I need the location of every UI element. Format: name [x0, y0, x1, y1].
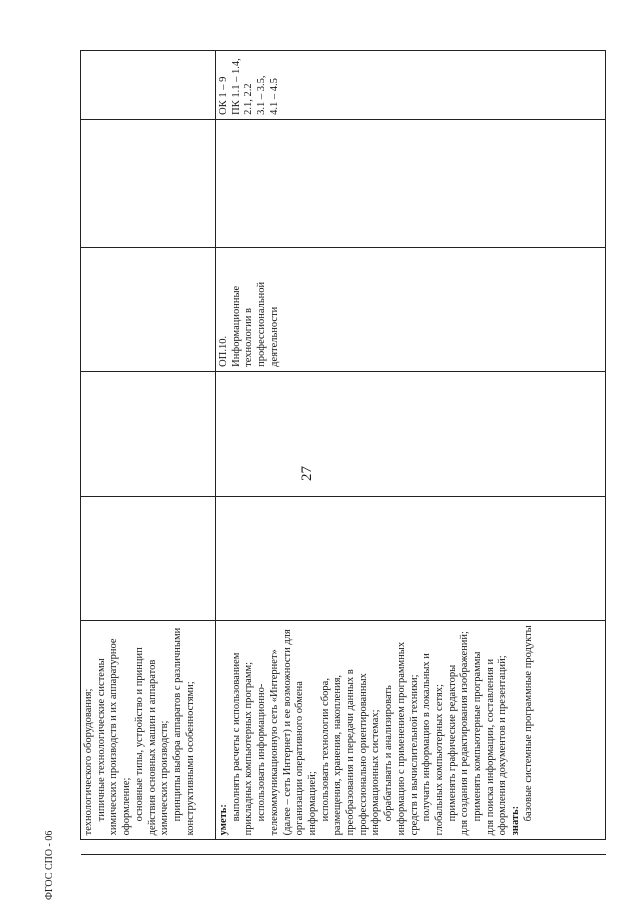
table-cell-gap — [81, 840, 216, 855]
skills-line: информацию с применением программных — [395, 641, 407, 836]
skills-cell — [216, 621, 606, 840]
competence-table — [80, 50, 606, 855]
table-cell — [216, 119, 606, 248]
page-number: 27 — [299, 466, 315, 481]
skills-line: для создания и редактирования изображений; — [459, 631, 471, 836]
table-cell — [81, 248, 216, 371]
skills-line: информацией; — [306, 771, 318, 836]
table-cell — [81, 119, 216, 248]
skills-line: знать: — [510, 805, 522, 836]
skills-line: организации оперативного обмена — [294, 681, 306, 836]
skills-line: размещения, хранения, накопления, — [332, 674, 344, 836]
table-cell — [216, 496, 606, 621]
discipline-line: деятельности — [268, 306, 280, 367]
table-row — [81, 51, 216, 855]
skills-line: действия основных машин и аппаратов — [146, 659, 158, 836]
skills-line: глобальных компьютерных сетях; — [433, 684, 445, 836]
skills-line: оформления документов и презентаций; — [497, 655, 509, 836]
skills-line: химических производств; — [159, 720, 171, 836]
skills-line: средств и вычислительной техники; — [408, 674, 420, 836]
skills-line: информационных системах; — [370, 709, 382, 836]
discipline-cell — [216, 248, 606, 371]
discipline-line: Информационные — [230, 285, 242, 367]
competence-text — [218, 55, 282, 115]
table-cell — [81, 371, 216, 496]
skills-line: обрабатывать и анализировать — [383, 685, 395, 822]
competence-line: 2.1, 2.2 — [243, 83, 255, 115]
skills-text — [83, 625, 197, 835]
skills-line: технологического оборудования; — [83, 688, 94, 836]
competence-line: ОК 1 – 9 — [218, 76, 229, 115]
competence-line: 3.1 – 3.5, — [256, 75, 268, 115]
skills-line: применять графические редакторы — [446, 664, 458, 822]
skills-line: получать информацию в локальных и — [421, 653, 433, 822]
discipline-line: технологии в — [243, 308, 255, 367]
skills-line: преобразования и передачи данных в — [345, 669, 357, 836]
skills-line: оформление; — [121, 777, 133, 836]
skills-line: базовые системные программные продукты — [522, 625, 534, 822]
skills-line: выполнять расчеты с использованием — [230, 652, 242, 822]
footer-label: ФГОС СПО - 06 — [44, 830, 55, 900]
rotated-table-container — [80, 50, 595, 855]
skills-line: типичные технологические системы — [95, 658, 107, 822]
skills-line: конструктивными особенностями; — [184, 681, 196, 836]
discipline-text — [218, 252, 282, 366]
skills-cell — [81, 621, 216, 840]
skills-line: профессионально ориентированных — [357, 673, 369, 836]
skills-line: принципы выбора аппаратов с различными — [171, 627, 183, 822]
table-cell-gap — [216, 840, 606, 855]
skills-line: уметь: — [218, 804, 229, 836]
skills-line: телекоммуникационную сеть «Интернет» — [268, 649, 280, 836]
discipline-line: профессиональной — [256, 281, 268, 367]
table-row — [216, 51, 606, 855]
competence-cell — [216, 51, 606, 120]
skills-line: использовать технологии сбора, — [319, 678, 331, 822]
skills-line: (далее – сеть Интернет) и ее возможности для — [281, 629, 293, 836]
table-cell — [216, 371, 606, 496]
skills-line: использовать информационно- — [256, 683, 268, 822]
table-cell — [81, 51, 216, 120]
skills-line: основные типы, устройство и принцип — [133, 647, 145, 822]
skills-line: прикладных компьютерных программ; — [243, 661, 255, 836]
competence-line: 4.1 – 4.5 — [268, 78, 280, 115]
discipline-line: ОП.10. — [218, 335, 229, 367]
skills-line: химических производств и их аппаратурное — [108, 638, 120, 836]
skills-line: для поиска информации, составления и — [484, 658, 496, 836]
skills-text — [218, 625, 536, 835]
competence-line: ПК 1.1 – 1.4, — [230, 58, 242, 115]
skills-line: применять компьютерные программы — [472, 651, 484, 822]
table-cell — [81, 496, 216, 621]
